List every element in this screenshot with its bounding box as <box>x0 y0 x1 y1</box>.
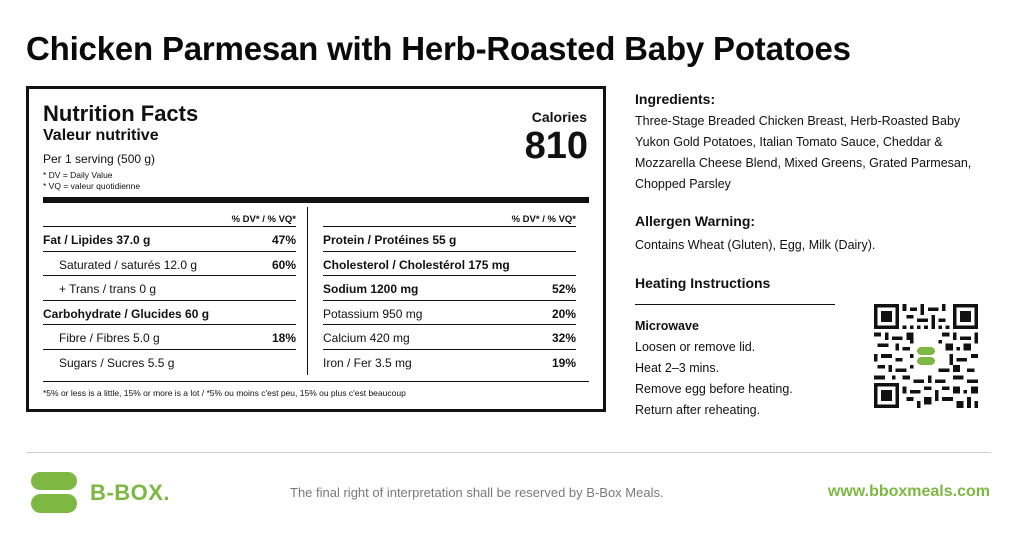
nutrient-dv: 52% <box>551 282 576 296</box>
thick-divider <box>43 197 589 203</box>
website-link[interactable]: www.bboxmeals.com <box>827 483 990 500</box>
nutrient-label: Calcium 420 mg <box>323 331 410 345</box>
nutrient-row <box>43 227 296 252</box>
nutrient-dv: 47% <box>271 233 296 247</box>
nutrient-label: Sodium 1200 mg <box>323 282 419 296</box>
brand-name: B-BOX. <box>90 480 170 505</box>
nutrient-dv: 20% <box>551 306 576 321</box>
nutrient-row <box>323 325 576 350</box>
heating-divider <box>635 304 835 305</box>
heating-step: Loosen or remove lid. <box>635 340 756 354</box>
nutrient-label: Potassium 950 mg <box>323 306 423 321</box>
nutrient-row <box>43 350 296 375</box>
nutrient-dv: 32% <box>551 331 576 345</box>
nutrient-dv: 19% <box>551 355 576 370</box>
nutrients-left-column <box>43 211 296 374</box>
dv-column-header <box>43 211 296 227</box>
allergen-text: Contains Wheat (Gluten), Egg, Milk (Dairy). <box>635 238 876 252</box>
nutrition-facts-panel <box>26 86 606 412</box>
heating-step: Remove egg before heating. <box>635 382 793 396</box>
footer-divider <box>26 452 991 453</box>
footnote-divider <box>43 381 589 382</box>
nutrient-label: Fat / Lipides 37.0 g <box>43 233 151 247</box>
ingredients-heading: Ingredients: <box>635 91 716 107</box>
column-divider <box>307 207 308 375</box>
nutrient-label: Iron / Fer 3.5 mg <box>323 355 412 370</box>
nutrient-row <box>43 252 296 277</box>
nutrition-facts-heading-fr: Valeur nutritive <box>43 127 159 144</box>
dv-note-en: * DV = Daily Value <box>43 170 113 180</box>
nutrient-dv: 18% <box>271 331 296 345</box>
nutrient-row <box>323 227 576 252</box>
nutrient-row <box>43 325 296 350</box>
disclaimer-text: The final right of interpretation shall be reserved by B-Box Meals. <box>290 485 664 500</box>
calories-value: 810 <box>524 125 588 167</box>
nutrient-label: Sugars / Sucres 5.5 g <box>59 355 175 370</box>
product-title: Chicken Parmesan with Herb-Roasted Baby Potatoes <box>26 30 851 67</box>
nutrients-right-column <box>323 211 576 374</box>
nutrient-label: Protein / Protéines 55 g <box>323 233 457 247</box>
dv-footnote: *5% or less is a little, 15% or more is a lot / *5% ou moins c'est peu, 15% ou plus c'est beaucoup <box>43 388 406 398</box>
nutrient-row <box>43 301 296 326</box>
nutrient-row <box>323 276 576 301</box>
nutrient-label: Carbohydrate / Glucides 60 g <box>43 306 210 321</box>
heating-step: Return after reheating. <box>635 403 761 417</box>
calories-label: Calories <box>531 109 587 125</box>
allergen-heading: Allergen Warning: <box>635 213 756 229</box>
nutrient-row <box>323 301 576 326</box>
dv-note-fr: * VQ = valeur quotidienne <box>43 181 141 191</box>
nutrient-label: Fibre / Fibres 5.0 g <box>59 331 160 345</box>
dv-column-header <box>323 211 576 227</box>
nutrient-label: Cholesterol / Cholestérol 175 mg <box>323 257 510 272</box>
dv-column-header-label: % DV* / % VQ* <box>231 214 296 225</box>
heating-method: Microwave <box>635 319 699 333</box>
nutrition-facts-heading: Nutrition Facts <box>43 101 199 126</box>
nutrient-row <box>323 350 576 375</box>
nutrient-row <box>43 276 296 301</box>
b-box-logo-icon <box>31 472 77 514</box>
heating-step: Heat 2–3 mins. <box>635 361 720 375</box>
dv-column-header-label: % DV* / % VQ* <box>511 214 576 225</box>
nutrient-row <box>323 252 576 277</box>
nutrient-label: + Trans / trans 0 g <box>59 282 157 296</box>
qr-code-icon[interactable] <box>874 304 978 408</box>
nutrient-dv: 60% <box>271 257 296 272</box>
serving-size: Per 1 serving (500 g) <box>43 152 156 166</box>
nutrient-label: Saturated / saturés 12.0 g <box>59 257 198 272</box>
heating-heading: Heating Instructions <box>635 275 771 291</box>
ingredients-text: Three-Stage Breaded Chicken Breast, Herb-Roasted Baby Yukon Gold Potatoes, Italian Tomato Sauce, Cheddar & Mozzarella Cheese Blend, Mixed Greens, Grated Parmesan, Chopped Parsley <box>635 114 972 191</box>
